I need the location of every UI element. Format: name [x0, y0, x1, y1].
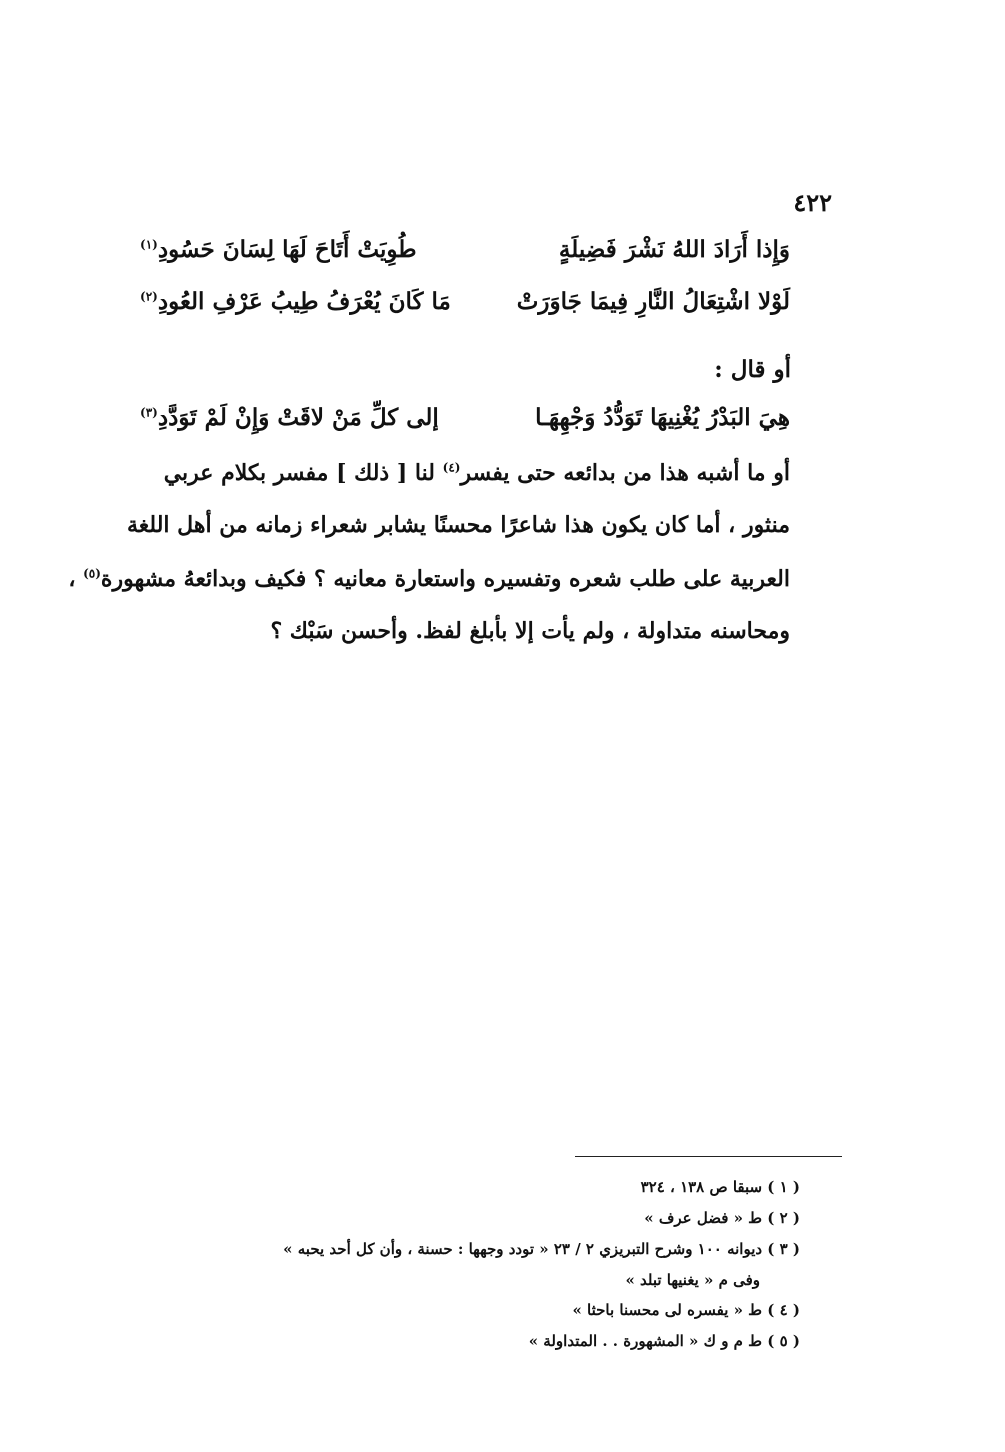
verse-second-hemistich — [140, 404, 439, 431]
verse-line — [140, 236, 790, 280]
footnote-ref: (٣) — [140, 405, 158, 420]
footnote-ref: (٤) — [442, 460, 461, 475]
footnote: ( ٥ ) ط م و ك « المشهورة . . المتداولة » — [528, 1332, 800, 1350]
hemistich-text: مَا كَانَ يُعْرَفُ طِيبُ عَرْفِ العُودِ — [157, 288, 451, 315]
footnote: ( ٤ ) ط « يفسره لى محسنا باحثا » — [572, 1301, 800, 1319]
verse-line — [140, 404, 790, 448]
verse-first-hemistich: هِيَ البَدْرُ يُغْنِيهَا تَوَدُّدُ وَجْهِهَـا — [535, 404, 790, 431]
footnote: ( ٣ ) ديوانه ١٠٠ وشرح التبريزي ٢ / ٢٣ « تودد وجهها : حسنة ، وأن كل أحد يحبه » — [283, 1240, 800, 1258]
footnote-divider — [575, 1156, 842, 1157]
footnotes — [140, 1172, 800, 1357]
verse-first-hemistich: لَوْلا اشْتِعَالُ النَّارِ فِيمَا جَاوَرَتْ — [516, 288, 790, 315]
prose-line — [140, 460, 790, 486]
footnote: ( ١ ) سبقا ص ١٣٨ ، ٣٢٤ — [640, 1178, 800, 1196]
verse-first-hemistich: وَإِذا أَرَادَ اللهُ نَشْرَ فَضِيلَةٍ — [558, 236, 790, 263]
prose-text: لنا [ ذلك ] مفسر بكلام عربي — [163, 460, 443, 486]
verse-line — [140, 288, 790, 332]
footnote-ref: (٢) — [140, 289, 158, 304]
footnote-ref: (٥) — [83, 566, 101, 581]
footnote-ref: (١) — [140, 237, 158, 252]
prose-line: ومحاسنه متداولة ، ولم يأت إلا بأبلغ لفظ. وأحسن سَبْك ؟ — [270, 618, 790, 644]
prose-line — [68, 566, 790, 592]
hemistich-text: طُوِيَتْ أَتَاحَ لَهَا لِسَانَ حَسُودِ — [157, 236, 417, 263]
hemistich-text: إلى كلِّ مَنْ لاقَتْ وَإِنْ لَمْ تَوَدَّدِ — [157, 404, 439, 431]
prose-text: ، — [68, 566, 84, 592]
verse-second-hemistich — [140, 236, 417, 263]
verse-second-hemistich — [140, 288, 451, 315]
prose-line: منثور ، أما كان يكون هذا شاعرًا محسنًا يشابر شعراء زمانه من أهل اللغة — [127, 512, 790, 538]
prose-text: العربية على طلب شعره وتفسيره واستعارة معانيه ؟ فكيف وبدائعهُ مشهورة — [100, 566, 790, 592]
footnote-continuation: وفى م « يغنيها تبلد » — [625, 1271, 760, 1289]
footnote: ( ٢ ) ط « فضل عرف » — [644, 1209, 800, 1227]
intro-line: أو قال : — [714, 356, 791, 383]
page-number: ٤٢٢ — [793, 188, 832, 217]
prose-text: أو ما أشبه هذا من بدائعه حتى يفسر — [460, 460, 790, 486]
